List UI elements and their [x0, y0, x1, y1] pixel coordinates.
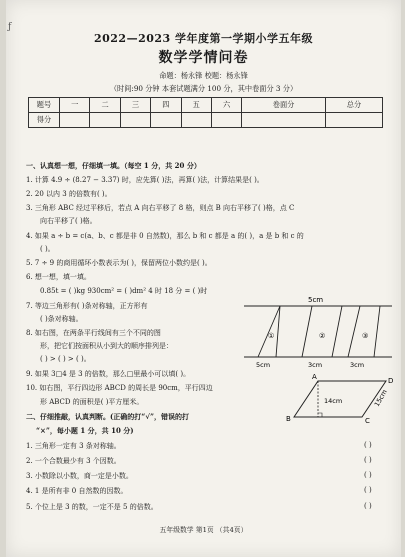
vertex-a: A: [312, 373, 317, 381]
answer-paren[interactable]: ( ): [364, 486, 372, 494]
section1-heading: 一、认真想一想，仔细填一填。（每空 1 分，共 20 分）: [26, 161, 201, 170]
score-cell: 二: [90, 98, 120, 113]
exam-paper: [6, 0, 401, 557]
score-input-cell[interactable]: [90, 113, 120, 128]
vertex-c: C: [365, 417, 370, 425]
question-8: 8. 如右图，在两条平行线间有三个不同的图: [26, 329, 161, 337]
exam-info: （时间:90 分钟 本套试题满分 100 分，其中卷面分 3 分）: [109, 84, 298, 93]
section2-heading-cont: “×”，每小题 1 分，共 10 分): [36, 426, 134, 435]
score-input-cell[interactable]: [242, 113, 326, 128]
question-4-cont: ( )。: [40, 245, 55, 253]
score-cell: 得分: [29, 113, 60, 128]
score-cell: 题号: [29, 98, 60, 113]
section2-heading: 二、仔细推敲，认真判断。(正确的打“√”，错误的打: [26, 412, 189, 421]
question-2: 2. 20 以内 3 的倍数有( )。: [26, 190, 112, 198]
question-6-items: 0.85t = ( )kg 930cm² = ( )dm² 4 时 18 分 = ( )时: [40, 287, 208, 295]
question-1: 1. 计算 4.9 ÷ (8.27 − 3.37) 时，应先算( )法，再算( )法，计算结果是( )。: [26, 176, 264, 184]
vertex-b: B: [286, 415, 291, 423]
question-8-cont: 形，把它们按面积从小到大的顺序排列是：: [40, 342, 173, 350]
exam-main-title: 数学学情问卷: [158, 50, 249, 66]
corner-mark: ƒ: [8, 22, 12, 32]
right-angle-mark: [318, 413, 322, 417]
answer-paren[interactable]: ( ): [364, 456, 372, 464]
bottom-label-1: 5cm: [256, 361, 271, 369]
question-7: 7. 等边三角形有( )条对称轴，正方形有: [26, 302, 148, 310]
question-10: 10. 如右图，平行四边形 ABCD 的周长是 90cm，平行四边: [26, 384, 213, 392]
height-label: 14cm: [324, 397, 343, 405]
judge-item-4: 4. 1 是所有非 0 自然数的因数。: [26, 487, 128, 495]
vertex-d: D: [388, 377, 394, 385]
judge-item-3: 3. 小数除以小数，商一定是小数。: [26, 472, 133, 480]
score-cell: 五: [181, 98, 211, 113]
question-6: 6. 想一想，填一填。: [26, 273, 91, 281]
score-table: [28, 97, 383, 128]
score-cell: 四: [151, 98, 181, 113]
bottom-label-3: 3cm: [350, 361, 365, 369]
side-label: 15cm: [372, 388, 389, 408]
answer-paren[interactable]: ( ): [364, 502, 372, 510]
score-cell: 总分: [325, 98, 382, 113]
judge-item-1: 1. 三角形一定有 3 条对称轴。: [26, 442, 121, 450]
score-input-cell[interactable]: [211, 113, 241, 128]
exam-authors: 命题：杨永锋 校题：杨永锋: [159, 71, 248, 80]
score-cell: 三: [120, 98, 150, 113]
score-cell: 六: [211, 98, 241, 113]
question-9: 9. 如果 3□4 是 3 的倍数，那么□里最小可以填( )。: [26, 370, 191, 378]
question-5: 5. 7 ÷ 9 的商用循环小数表示为( )，保留两位小数约是( )。: [26, 259, 212, 267]
question-10-cont: 形 ABCD 的面积是( )平方厘米。: [40, 398, 144, 406]
figure-top-label: 5cm: [308, 296, 324, 304]
score-input-cell[interactable]: [325, 113, 382, 128]
question-4: 4. 如果 a ÷ b = c(a、b、c 都是非 0 自然数)，那么 b 和 c 都是 a 的( )，a 是 b 和 c 的: [26, 232, 304, 240]
parallelogram-abcd-figure: [278, 373, 398, 429]
score-input-cell[interactable]: [60, 113, 90, 128]
question-8-answer: ( ) > ( ) > ( )。: [40, 355, 91, 363]
question-7-cont: ( )条对称轴。: [40, 315, 83, 323]
bottom-label-2: 3cm: [308, 361, 323, 369]
score-cell: 卷面分: [242, 98, 326, 113]
exam-title-line: 2022—2023 学年度第一学期小学五年级: [93, 32, 314, 45]
shape-label-3: ③: [362, 332, 369, 340]
shape-label-2: ②: [319, 332, 326, 340]
answer-paren[interactable]: ( ): [364, 441, 372, 449]
score-input-cell[interactable]: [120, 113, 150, 128]
answer-paren[interactable]: ( ): [364, 471, 372, 479]
judge-item-2: 2. 一个合数最少有 3 个因数。: [26, 457, 121, 465]
score-input-cell[interactable]: [151, 113, 181, 128]
parallel-lines-figure: [242, 293, 394, 371]
question-3-cont: 向右平移了( )格。: [40, 217, 97, 225]
page-footer: 五年级数学 第1页 （共4页）: [159, 526, 248, 534]
score-input-cell[interactable]: [181, 113, 211, 128]
score-table-header-row: [29, 98, 383, 113]
score-table-score-row: [29, 113, 383, 128]
judge-item-5: 5. 个位上是 3 的数，一定不是 5 的倍数。: [26, 503, 158, 511]
question-3: 3. 三角形 ABC 经过平移后，若点 A 向右平移了 8 格，则点 B 向右平移了( )格，点 C: [26, 204, 295, 212]
shape-label-1: ①: [268, 332, 275, 340]
score-cell: 一: [60, 98, 90, 113]
